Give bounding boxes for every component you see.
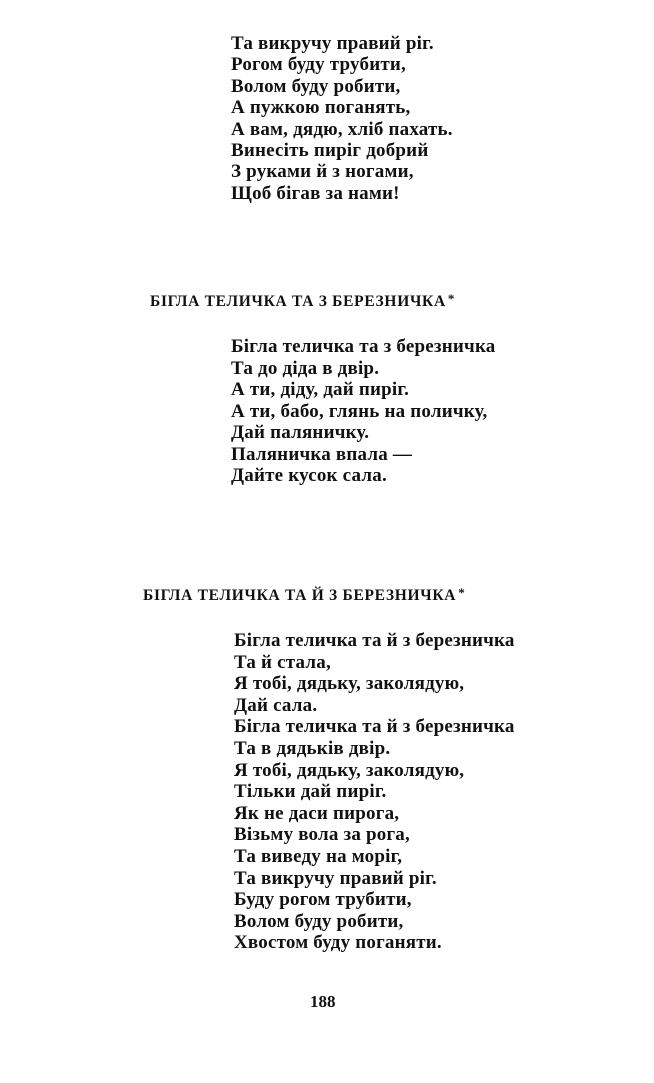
verse-line: Бігла теличка та й з березничка	[234, 630, 515, 651]
verse-line: Та викручу правий ріг.	[231, 33, 434, 54]
verse-line: Волом буду робити,	[234, 910, 404, 932]
poem-continuation-stanza	[231, 33, 453, 204]
song-1-title-text: БІГЛА ТЕЛИЧКА ТА З БЕРЕЗНИЧКА	[150, 293, 446, 310]
verse-line: Я тобі, дядьку, заколядую,	[234, 759, 465, 781]
song-2-title	[143, 585, 465, 605]
verse-line: Візьму вола за рога,	[234, 824, 410, 846]
verse-line: А ти, діду, дай пиріг.	[231, 379, 410, 400]
verse-line: Я тобі, дядьку, заколядую,	[234, 673, 465, 695]
verse-line: Волом буду робити,	[231, 75, 401, 97]
verse-line: Та до діда в двір.	[231, 357, 380, 379]
verse-line: Паляничка впала —	[231, 443, 413, 465]
verse-line: Винесіть пиріг добрий	[231, 140, 429, 162]
verse-line: Як не даси пирога,	[234, 802, 400, 824]
verse-line: Рогом буду трубити,	[231, 54, 406, 76]
song-1-title	[150, 291, 455, 311]
verse-line: Тільки дай пиріг.	[234, 781, 387, 803]
footnote-mark: *	[447, 291, 456, 306]
song-1-stanza	[231, 336, 496, 487]
verse-line: Бігла теличка та й з березничка	[234, 716, 515, 738]
verse-line: Буду рогом трубити,	[234, 889, 412, 911]
song-2-stanza	[234, 630, 515, 954]
verse-line: Та виведу на моріг,	[234, 845, 403, 867]
verse-line: А вам, дядю, хліб пахать.	[231, 118, 453, 140]
verse-line: Та в дядьків двір.	[234, 737, 391, 759]
verse-line: Щоб бігав за нами!	[231, 182, 400, 204]
song-2-title-text: БІГЛА ТЕЛИЧКА ТА Й З БЕРЕЗНИЧКА	[143, 587, 457, 604]
verse-line: Та й стала,	[234, 651, 331, 673]
verse-line: З руками й з ногами,	[231, 161, 414, 183]
verse-line: Хвостом буду поганяти.	[234, 932, 442, 954]
verse-line: Дай паляничку.	[231, 422, 370, 443]
footnote-mark: *	[458, 585, 466, 600]
verse-line: А пужкою поганять,	[231, 97, 411, 119]
page-number: 188	[310, 992, 336, 1011]
verse-line: Дайте кусок сала.	[231, 465, 387, 486]
verse-line: Бігла теличка та з березничка	[231, 336, 496, 357]
verse-line: Дай сала.	[234, 694, 318, 716]
verse-line: Та викручу правий ріг.	[234, 867, 437, 889]
verse-line: А ти, бабо, глянь на поличку,	[231, 400, 488, 422]
